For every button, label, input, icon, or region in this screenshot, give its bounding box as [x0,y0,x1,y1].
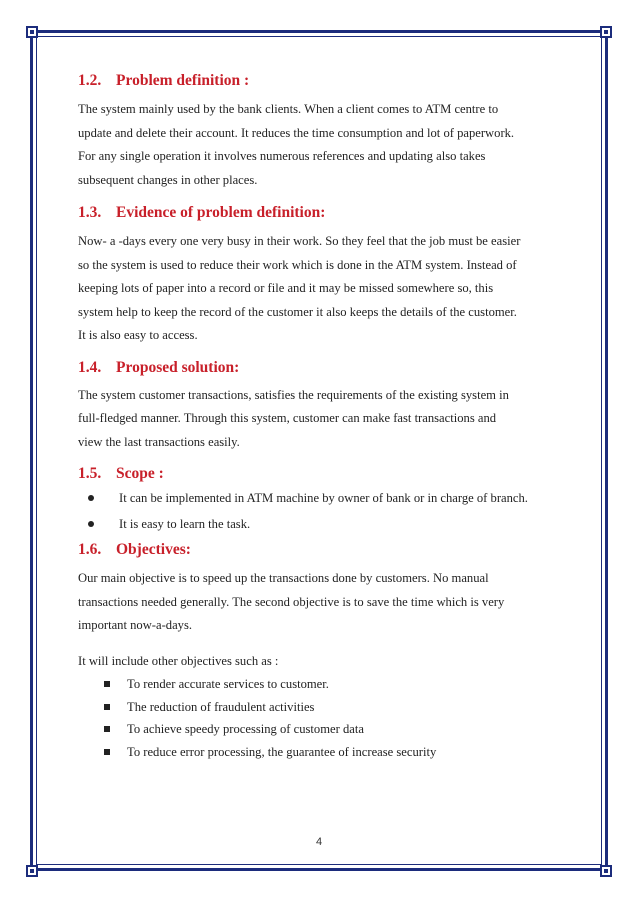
section-title: Evidence of problem definition: [116,204,326,221]
bullet-square-icon [104,749,110,755]
text-line: Our main objective is to speed up the transactions done by customers. No manual [78,571,489,585]
list-item [78,673,578,696]
text-line: It is also easy to access. [78,328,198,342]
scope-bullet-list [78,485,578,537]
border-corner-ornament [600,865,612,877]
section-title: Proposed solution: [116,358,240,376]
section-paragraph [78,98,578,192]
text-line: transactions needed generally. The second objective is to save the time which is very [78,594,505,609]
bullet-square-icon [104,726,110,732]
bullet-square-icon [104,681,110,687]
text-line: For any single operation it involves numerous references and updating also takes [78,149,486,163]
list-item [78,485,578,511]
list-item-text: It is easy to learn the task. [119,517,251,531]
text-line: subsequent changes in other places. [78,172,258,187]
section-number: 1.2. [78,72,102,89]
text-line: important now-a-days. [78,618,193,632]
border-corner-ornament [26,865,38,877]
text-line: so the system is used to reduce their work which is done in the ATM system. Instead of [78,257,517,272]
section-number: 1.6. [78,541,102,558]
objectives-intro: It will include other objectives such as : [78,653,279,668]
text-line: view the last transactions easily. [78,434,240,449]
text-line: update and delete their account. It reduces the time consumption and lot of paperwork. [78,125,515,140]
text-line: The system mainly used by the bank clients. When a client comes to ATM centre to [78,102,499,116]
section-heading-evidence [78,202,578,224]
bullet-square-icon [104,704,110,710]
text-line: system help to keep the record of the customer it also keeps the details of the customer. [78,304,517,319]
section-heading-proposed-solution [78,357,578,379]
section-heading-problem-definition [78,70,578,92]
list-item-text: The reduction of fraudulent activities [127,699,315,714]
list-item-text: To render accurate services to customer. [127,677,329,691]
text-line: full-fledged manner. Through this system, customer can make fast transactions and [78,411,497,425]
border-corner-ornament [600,26,612,38]
section-heading-objectives [78,539,578,561]
section-title: Problem definition : [116,72,250,89]
page-number: 4 [315,836,323,848]
objectives-bullet-list [78,673,578,763]
list-item-text: It can be implemented in ATM machine by owner of bank or in charge of branch. [119,491,528,505]
section-paragraph [78,567,578,638]
text-line: Now- a -days every one very busy in their work. So they feel that the job must be easier [78,234,521,248]
list-item [78,511,578,537]
section-title: Objectives: [116,541,191,558]
section-number: 1.4. [78,358,102,376]
list-item [78,718,578,741]
text-line: The system customer transactions, satisfies the requirements of the existing system in [78,387,509,402]
section-number: 1.5. [78,465,102,482]
section-heading-scope [78,463,578,485]
section-paragraph [78,230,578,348]
section-paragraph [78,384,578,455]
list-item-text: To reduce error processing, the guarantee of increase security [127,744,437,759]
border-corner-ornament [26,26,38,38]
section-number: 1.3. [78,204,102,221]
bullet-dot-icon [88,495,94,501]
list-item [78,741,578,764]
document-body [78,70,578,763]
bullet-dot-icon [88,521,94,527]
list-item-text: To achieve speedy processing of customer data [127,722,364,736]
list-item [78,696,578,719]
section-title: Scope : [116,465,164,482]
text-line: keeping lots of paper into a record or file and it may be missed somewhere so, this [78,281,494,295]
